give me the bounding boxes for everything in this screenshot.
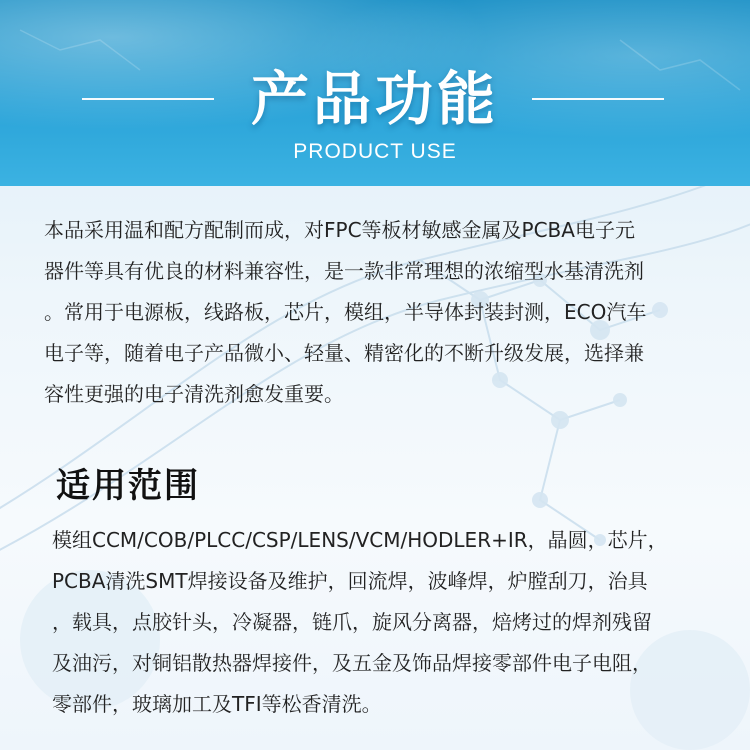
scope-paragraph xyxy=(52,520,716,725)
scope-line: PCBA清洗SMT焊接设备及维护，回流焊，波峰焊，炉膛刮刀，治具 xyxy=(52,569,648,593)
intro-line: 。常用于电源板，线路板，芯片，模组，半导体封装封测，ECO汽车 xyxy=(44,300,647,324)
scope-line: ，载具，点胶针头，冷凝器，链爪，旋风分离器，焙烤过的焊剂残留 xyxy=(52,610,652,634)
page-title: 产品功能 xyxy=(250,65,499,133)
scope-line: 零部件，玻璃加工及TFI等松香清洗。 xyxy=(52,692,382,716)
intro-line: 电子等，随着电子产品微小、轻量、精密化的不断升级发展，选择兼 xyxy=(44,341,644,365)
intro-line: 器件等具有优良的材料兼容性，是一款非常理想的浓缩型水基清洗剂 xyxy=(44,259,644,283)
page-subtitle: PRODUCT USE xyxy=(293,140,457,163)
header-banner xyxy=(0,0,750,186)
scope-line: 及油污，对铜铝散热器焊接件，及五金及饰品焊接零部件电子电阻， xyxy=(52,651,652,675)
scope-line: 模组CCM/COB/PLCC/CSP/LENS/VCM/HODLER+IR，晶圆，芯片， xyxy=(52,528,668,552)
intro-paragraph xyxy=(44,210,708,415)
intro-line: 容性更强的电子清洗剂愈发重要。 xyxy=(44,382,344,406)
scope-heading: 适用范围 xyxy=(56,466,200,506)
title-divider-right xyxy=(532,98,664,100)
intro-line: 本品采用温和配方配制而成，对FPC等板材敏感金属及PCBA电子元 xyxy=(44,218,635,242)
